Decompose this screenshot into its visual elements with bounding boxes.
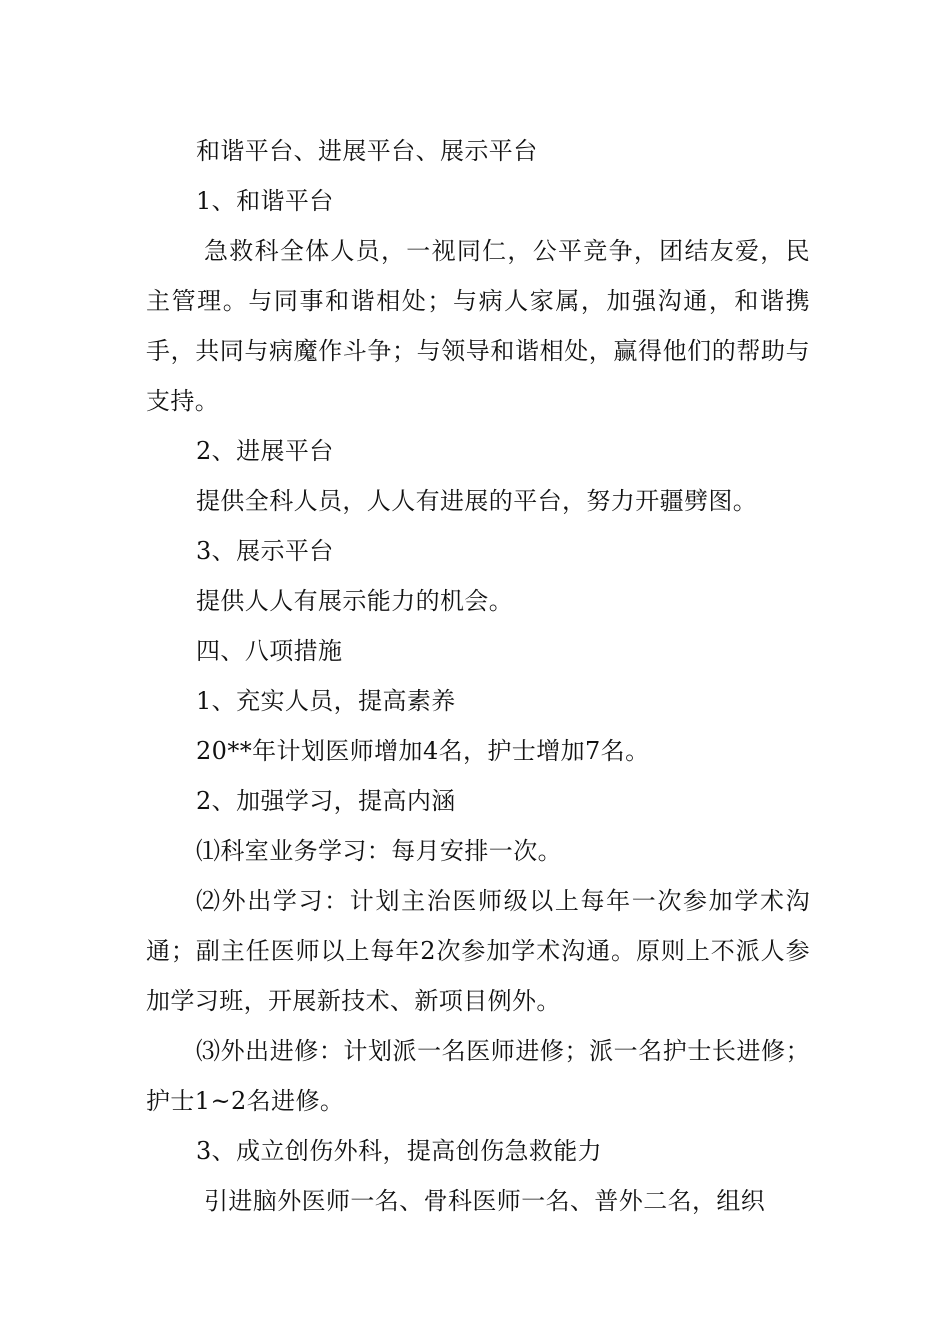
list-item-department-study: ⑴科室业务学习：每月安排一次。 <box>196 837 562 865</box>
document-body <box>146 126 810 1226</box>
list-item-external-study: ⑵外出学习：计划主治医师级以上每年一次参加学术沟通；副主任医师以上每年2次参加学术沟通。原则上不派人参加学习班，开展新技术、新项目例外。 <box>146 887 810 1015</box>
subheading-study: 2、加强学习，提高内涵 <box>196 787 456 815</box>
paragraph-staffing-plan: 20**年计划医师增加4名，护士增加7名。 <box>196 737 650 765</box>
subheading-staffing: 1、充实人员，提高素养 <box>196 687 456 715</box>
paragraph-trauma-staffing: 引进脑外医师一名、骨科医师一名、普外二名，组织 <box>204 1187 766 1215</box>
paragraph-development: 提供全科人员，人人有进展的平台，努力开疆劈图。 <box>196 487 758 515</box>
subheading-development-platform: 2、进展平台 <box>196 437 334 465</box>
paragraph-display: 提供人人有展示能力的机会。 <box>196 587 514 615</box>
subheading-display-platform: 3、展示平台 <box>196 537 334 565</box>
section-heading-platforms: 和谐平台、进展平台、展示平台 <box>196 137 538 165</box>
list-item-external-training: ⑶外出进修：计划派一名医师进修；派一名护士长进修；护士1~2名进修。 <box>146 1037 810 1115</box>
subheading-harmony-platform: 1、和谐平台 <box>196 187 334 215</box>
section-heading-eight-measures: 四、八项措施 <box>196 637 343 665</box>
paragraph-harmony: 急救科全体人员，一视同仁，公平竞争，团结友爱，民主管理。与同事和谐相处；与病人家属，加强沟通，和谐携手，共同与病魔作斗争；与领导和谐相处，赢得他们的帮助与支持。 <box>146 237 810 415</box>
subheading-trauma-surgery: 3、成立创伤外科，提高创伤急救能力 <box>196 1137 603 1165</box>
